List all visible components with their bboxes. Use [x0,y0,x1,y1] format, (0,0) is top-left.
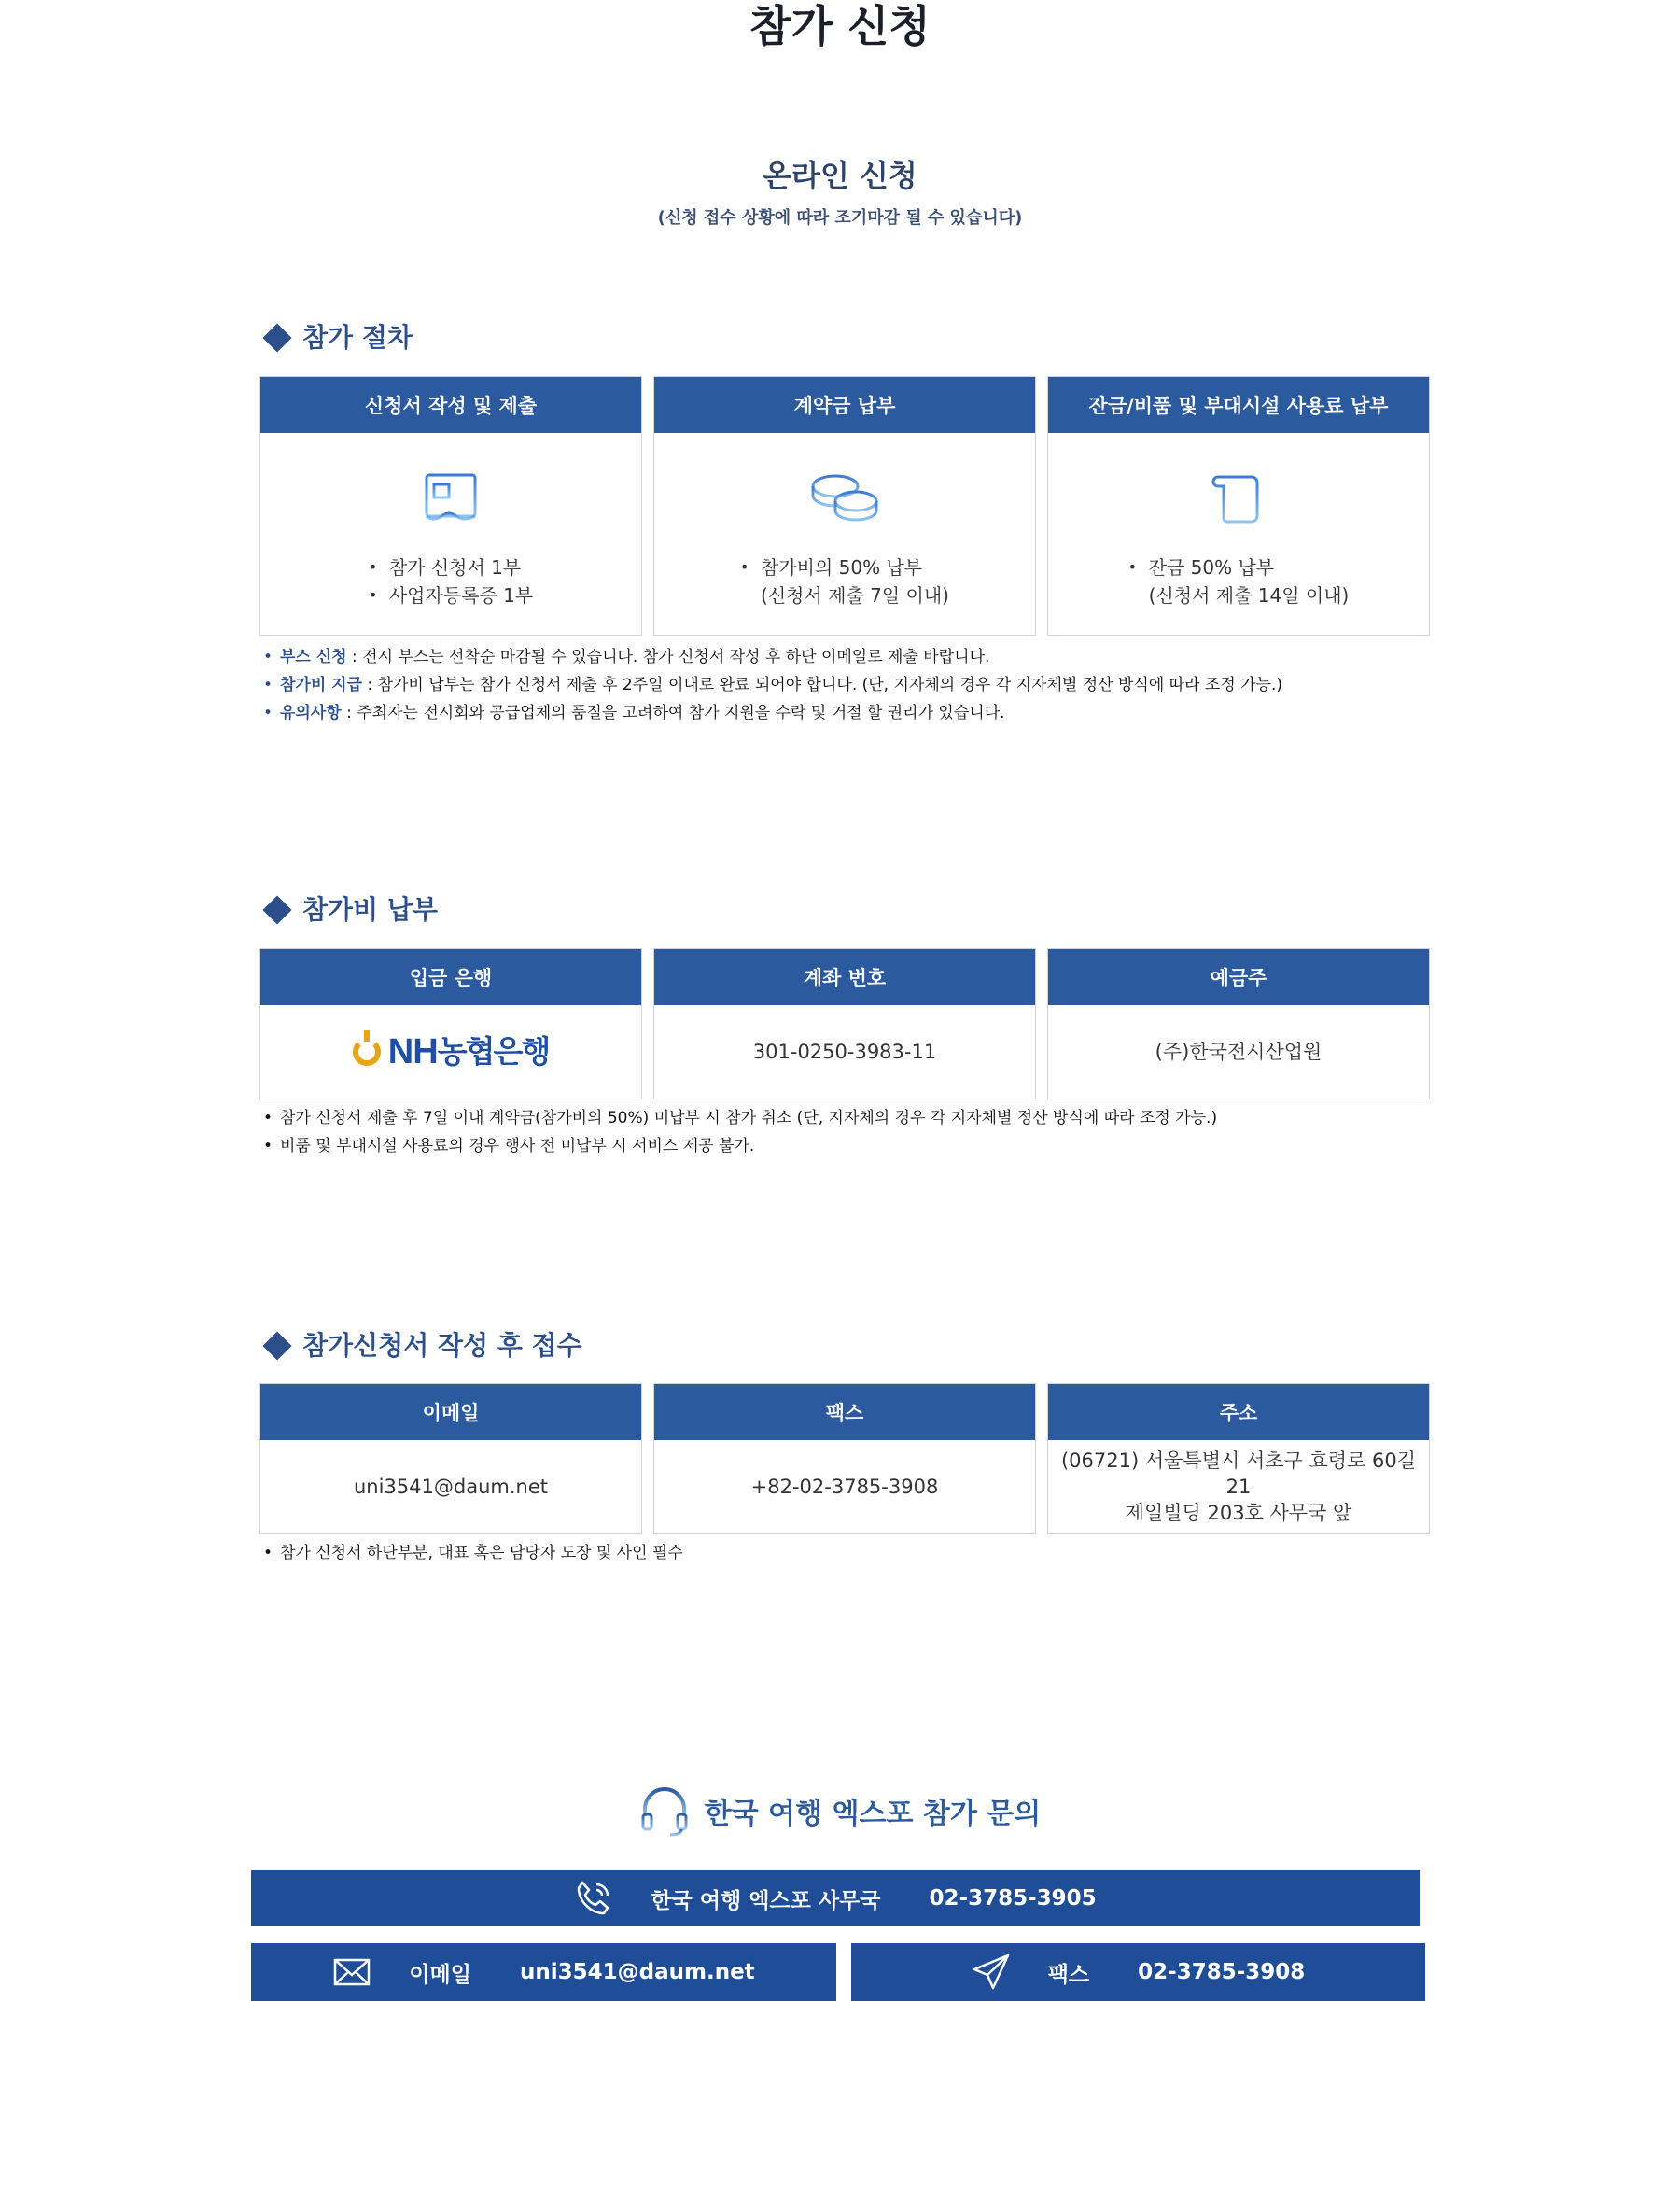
fax-label: 팩스 [1047,1962,1090,1987]
card-header: 잔금/비품 및 부대시설 사용료 납부 [1048,377,1429,433]
fax-card [653,1383,1036,1534]
phone-label: 한국 여행 엑스포 사무국 [651,1888,881,1913]
phone-icon [574,1879,613,1918]
email-label: 이메일 [409,1962,471,1987]
payment-title-text: 참가비 납부 [302,894,438,925]
address-line-2: 제일빌딩 203호 사무국 앞 [1125,1502,1352,1524]
scroll-icon [1209,468,1268,527]
receipt-fax: +82-02-3785-3908 [750,1476,939,1498]
card-header: 계약금 납부 [654,377,1035,433]
card-header: 계좌 번호 [654,949,1035,1005]
payment-cards [259,948,1430,1099]
card-header: 입금 은행 [260,949,641,1005]
payment-section-title [261,891,438,929]
diamond-icon [262,895,291,924]
receipt-email[interactable]: uni3541@daum.net [353,1476,548,1498]
note-item: • 부스 신청 : 전시 부스는 선착순 마감될 수 있습니다. 참가 신청서 작성 후 하단 이메일로 제출 바랍니다. [263,643,1439,671]
email-address[interactable]: uni3541@daum.net [519,1960,755,1984]
card-header: 예금주 [1048,949,1429,1005]
holder-card [1047,948,1430,1099]
phone-bar[interactable] [251,1870,1420,1926]
receipt-address [1048,1440,1429,1533]
mail-icon [332,1953,371,1992]
card-header: 신청서 작성 및 제출 [260,377,641,433]
card-header: 팩스 [654,1384,1035,1440]
online-title: 온라인 신청 [763,158,917,193]
coins-icon [807,468,882,527]
headset-icon [639,1785,690,1837]
email-bar[interactable] [251,1943,836,2001]
procedure-title-text: 참가 절차 [302,322,413,353]
paper-plane-icon [972,1953,1011,1992]
online-subtitle: (신청 접수 상황에 따라 조기마감 될 수 있습니다) [657,208,1023,228]
online-application-header [0,154,1680,229]
card-header: 주소 [1048,1384,1429,1440]
inquiry-title-text: 한국 여행 엑스포 참가 문의 [704,1798,1042,1830]
fax-bar[interactable] [851,1943,1425,2001]
list-item: (신청서 제출 7일 이내) [761,584,949,607]
procedure-notes [263,643,1439,727]
list-item: • 잔금 50% 납부 [1128,553,1350,581]
address-line-1: (06721) 서울특별시 서초구 효령로 60길 21 [1060,1449,1417,1498]
nh-symbol-icon [353,1038,381,1066]
diamond-icon [262,323,291,352]
procedure-section-title [261,319,413,357]
list-item: • 참가 신청서 1부 [369,553,533,581]
receipt-cards [259,1383,1430,1534]
procedure-card-application [259,376,642,636]
address-card [1047,1383,1430,1534]
account-card [653,948,1036,1099]
procedure-cards [259,376,1430,636]
nh-bank-logo: NH 농협은행 [353,1038,549,1066]
inquiry-title [0,1785,1680,1837]
document-icon [421,468,481,527]
diamond-icon [262,1331,291,1360]
note-item: • 참가 신청서 하단부분, 대표 혹은 담당자 도장 및 사인 필수 [263,1539,1439,1567]
note-item: • 참가비 지급 : 참가비 납부는 참가 신청서 제출 후 2주일 이내로 완료 되어야 합니다. (단, 지자체의 경우 각 지자체별 정산 방식에 따라 조정 가능.) [263,671,1439,699]
note-item: • 참가 신청서 제출 후 7일 이내 계약금(참가비의 50%) 미납부 시 참가 취소 (단, 지자체의 경우 각 지자체별 정산 방식에 따라 조정 가능.) [263,1104,1439,1132]
note-item: • 비품 및 부대시설 사용료의 경우 행사 전 미납부 시 서비스 제공 불가. [263,1132,1439,1160]
procedure-card-balance [1047,376,1430,636]
receipt-section-title [261,1327,582,1365]
page-title: 참가 신청 [749,1,931,51]
procedure-card-deposit [653,376,1036,636]
payment-notes [263,1104,1439,1160]
card-header: 이메일 [260,1384,641,1440]
list-item: • 참가비의 50% 납부 [740,553,949,581]
fax-number: 02-3785-3908 [1138,1960,1306,1984]
note-item: • 유의사항 : 주최자는 전시회와 공급업체의 품질을 고려하여 참가 지원을 수락 및 거절 할 권리가 있습니다. [263,699,1439,727]
receipt-notes [263,1539,1439,1567]
account-holder: (주)한국전시산업원 [1155,1041,1323,1063]
list-item: • 사업자등록증 1부 [369,581,533,609]
list-item: (신청서 제출 14일 이내) [1148,584,1350,607]
email-card [259,1383,642,1534]
phone-number[interactable]: 02-3785-3905 [929,1886,1097,1911]
account-number: 301-0250-3983-11 [752,1041,937,1063]
receipt-title-text: 참가신청서 작성 후 접수 [302,1330,582,1361]
bank-card [259,948,642,1099]
